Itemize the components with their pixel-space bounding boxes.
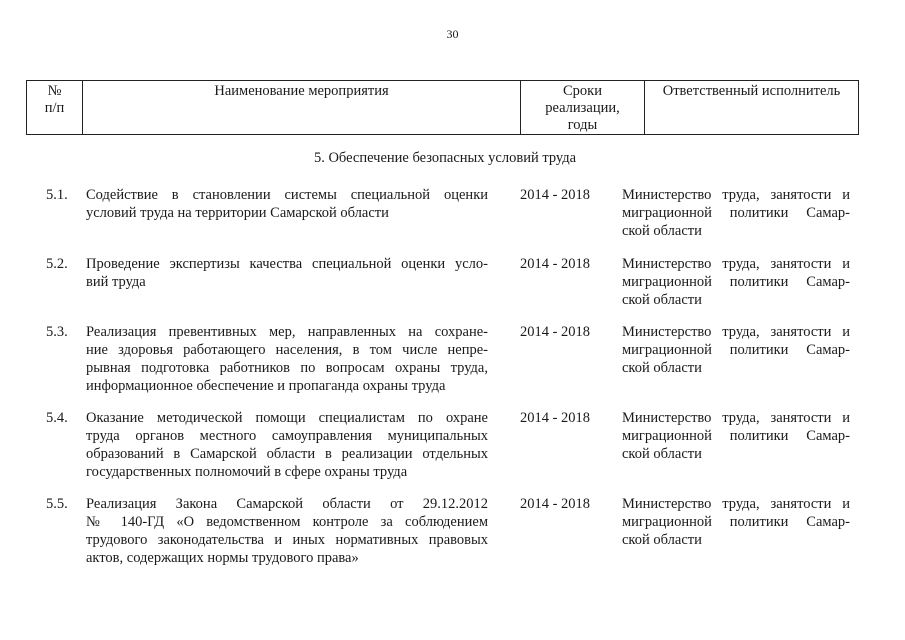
row-term: 2014 - 2018 [519, 496, 591, 512]
row-term: 2014 - 2018 [519, 324, 591, 340]
header-col-term-line: Сроки [563, 83, 602, 99]
row-executor-line: миграционной политики Самар- [622, 342, 850, 358]
row-activity-line: труда органов местного самоуправления муниципальных [86, 428, 488, 444]
header-col-executor [645, 81, 859, 135]
row-activity-line: рывная подготовка работников по вопросам охраны труда, [86, 360, 488, 376]
row-executor-line: ской области [622, 360, 702, 376]
row-executor-line: ской области [622, 446, 702, 462]
row-activity-line: условий труда на территории Самарской области [86, 205, 389, 221]
section-title: 5. Обеспечение безопасных условий труда [313, 150, 577, 166]
row-number: 5.3. [46, 324, 68, 340]
row-executor-line: ской области [622, 223, 702, 239]
row-activity-line: вий труда [86, 274, 146, 290]
row-activity-line: Реализация Закона Самарской области от 29.12.2012 [86, 496, 488, 512]
row-executor [622, 186, 850, 240]
header-col-executor-label: Ответственный исполнитель [662, 83, 841, 99]
row-executor [622, 495, 850, 549]
row-activity-line: трудового законодательства и иных нормативных правовых [86, 532, 488, 548]
row-activity-name [86, 323, 488, 395]
row-term: 2014 - 2018 [519, 410, 591, 426]
header-col-term-line: реализации, [545, 100, 620, 116]
row-activity-name [86, 495, 488, 567]
row-executor-line: Министерство труда, занятости и [622, 410, 850, 426]
row-activity-line: № 140-ГД «О ведомственном контроле за соблюдением [86, 514, 488, 530]
header-col-number [27, 81, 83, 135]
row-executor-line: миграционной политики Самар- [622, 514, 850, 530]
table-header [26, 80, 859, 135]
row-number: 5.5. [46, 496, 68, 512]
row-executor-line: миграционной политики Самар- [622, 274, 850, 290]
row-executor [622, 255, 850, 309]
row-term: 2014 - 2018 [519, 187, 591, 203]
row-activity-line: Реализация превентивных мер, направленных на сохране- [86, 324, 488, 340]
row-number: 5.2. [46, 256, 68, 272]
row-activity-line: Проведение экспертизы качества специальной оценки усло- [86, 256, 488, 272]
row-activity-name [86, 409, 488, 481]
row-executor-line: миграционной политики Самар- [622, 428, 850, 444]
row-executor-line: ской области [622, 292, 702, 308]
page-number: 30 [446, 27, 459, 41]
row-executor-line: Министерство труда, занятости и [622, 496, 850, 512]
row-activity-name [86, 186, 488, 222]
header-col-number-line: № [47, 83, 62, 99]
row-number: 5.1. [46, 187, 68, 203]
row-executor-line: Министерство труда, занятости и [622, 324, 850, 340]
header-col-term [521, 81, 645, 135]
row-activity-line: образований в Самарской области в реализации отдельных [86, 446, 488, 462]
row-activity-line: информационное обеспечение и пропаганда охраны труда [86, 378, 446, 394]
row-executor-line: Министерство труда, занятости и [622, 256, 850, 272]
row-executor-line: Министерство труда, занятости и [622, 187, 850, 203]
header-col-name-label: Наименование мероприятия [214, 83, 389, 99]
row-activity-line: актов, содержащих нормы трудового права» [86, 550, 359, 566]
header-col-term-line: годы [567, 117, 598, 133]
row-executor [622, 409, 850, 463]
row-number: 5.4. [46, 410, 68, 426]
row-activity-name [86, 255, 488, 291]
row-activity-line: Оказание методической помощи специалистам по охране [86, 410, 488, 426]
row-activity-line: Содействие в становлении системы специальной оценки [86, 187, 488, 203]
row-executor-line: миграционной политики Самар- [622, 205, 850, 221]
row-executor-line: ской области [622, 532, 702, 548]
header-col-name [83, 81, 521, 135]
header-col-number-line: п/п [44, 100, 65, 116]
row-term: 2014 - 2018 [519, 256, 591, 272]
row-activity-line: ние здоровья работающего населения, в том числе непре- [86, 342, 488, 358]
row-executor [622, 323, 850, 377]
row-activity-line: государственных полномочий в сфере охраны труда [86, 464, 408, 480]
